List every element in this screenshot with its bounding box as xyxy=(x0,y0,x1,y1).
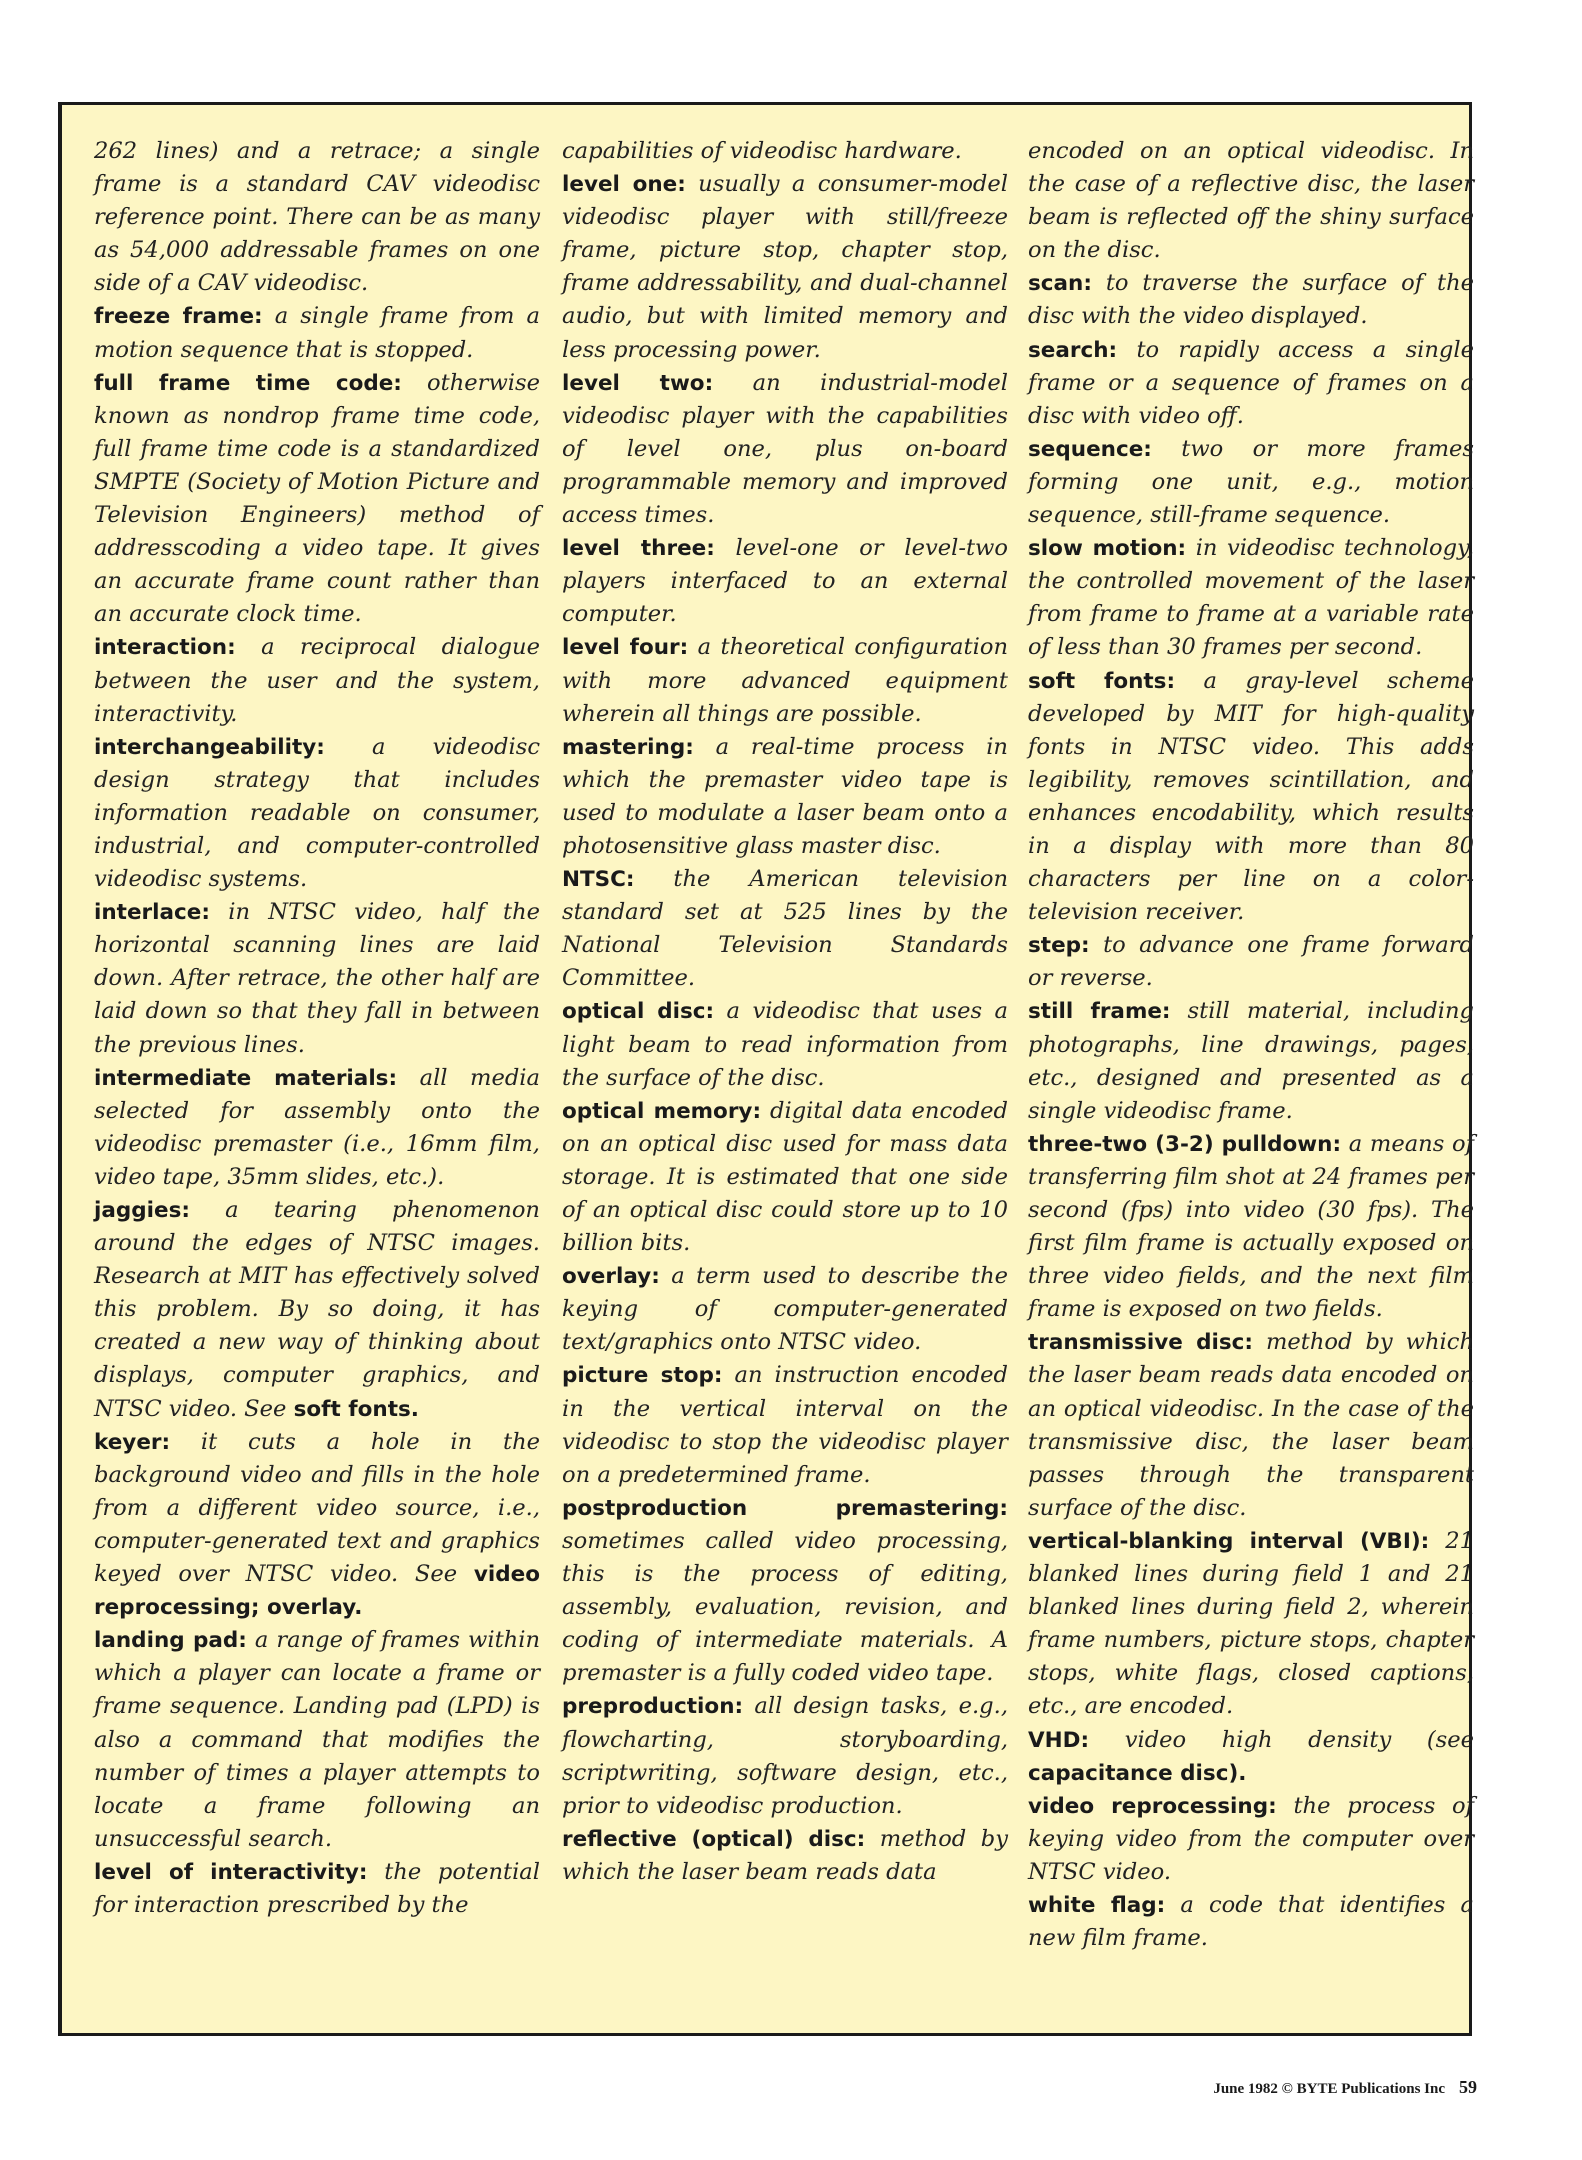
glossary-entry xyxy=(94,367,540,632)
glossary-definition: all design tasks, e.g., flowcharting, storyboarding, scriptwriting, software design, etc., prior to videodisc production. xyxy=(562,1693,1008,1819)
glossary-entry xyxy=(1028,1724,1474,1790)
glossary-definition: encoded on an optical videodisc. In the case of a reflective disc, the laser beam is reflected off the shiny surface on the disc. xyxy=(1028,138,1474,264)
glossary-definition: an instruction encoded in the vertical interval on the videodisc to stop the videodisc player on a predetermined frame. xyxy=(562,1362,1008,1488)
glossary-column-2 xyxy=(562,135,1008,1889)
glossary-definition: a single frame from a motion sequence that is stopped. xyxy=(94,303,540,363)
glossary-entry xyxy=(94,896,540,1061)
glossary-entry xyxy=(1028,1790,1474,1889)
glossary-definition: otherwise known as nondrop frame time code, full frame time code is a standardized SMPTE (Society of Motion Picture and Television Engineers) method of addresscoding a video tape. It gives an accurate frame count rather than an accurate clock time. xyxy=(94,369,540,628)
entry-tail-punctuation: ). xyxy=(1228,1760,1247,1786)
glossary-entry xyxy=(94,1426,540,1625)
glossary-definition: 21 blanked lines during field 1 and 21 blanked lines during field 2, wherein frame numbers, picture stops, chapter stops, white flags, closed captions, etc., are encoded. xyxy=(1028,1527,1474,1720)
glossary-term: level four: xyxy=(562,635,689,661)
glossary-entry xyxy=(1028,1128,1474,1327)
glossary-term: level three: xyxy=(562,536,715,562)
glossary-definition: a theoretical configuration with more advanced equipment wherein all things are possible. xyxy=(562,634,1008,727)
glossary-entry xyxy=(562,1823,1008,1889)
glossary-entry xyxy=(94,1856,540,1922)
glossary-definition: a term used to describe the keying of computer-generated text/graphics onto NTSC video. xyxy=(562,1263,1008,1356)
glossary-definition: the potential for interaction prescribed by the xyxy=(94,1858,541,1918)
glossary-term: optical memory: xyxy=(562,1098,762,1124)
glossary-entry xyxy=(562,995,1008,1094)
glossary-entry xyxy=(1028,1889,1474,1955)
glossary-definition: 262 lines) and a retrace; a single frame is a standard CAV videodisc reference point. There can be as many as 54,000 addressable frames on one side of a CAV videodisc. xyxy=(94,138,540,297)
glossary-term: intermediate materials: xyxy=(94,1065,398,1091)
glossary-term: vertical-blanking interval (VBI): xyxy=(1028,1528,1430,1554)
glossary-definition: method by which the laser beam reads data encoded on an optical videodisc. In the case of the transmissive disc, the laser beam passes through the transparent surface of the disc. xyxy=(1028,1329,1474,1521)
cross-reference: soft fonts xyxy=(293,1396,411,1422)
glossary-term: interlace: xyxy=(94,900,210,926)
cross-reference: video reprocessing; overlay xyxy=(94,1562,540,1621)
glossary-term: picture stop: xyxy=(562,1363,723,1389)
glossary-term: still frame: xyxy=(1028,999,1171,1025)
entry-tail-punctuation: . xyxy=(410,1396,419,1422)
glossary-definition: a range of frames within which a player can locate a frame or frame sequence. Landing pad (LPD) is also a command that modifies the number of times a player attempts to locate a frame following an unsuccessful search. xyxy=(94,1627,540,1852)
glossary-entry xyxy=(562,1359,1008,1491)
glossary-definition: an industrial-model videodisc player with the capabilities of level one, plus on-board programmable memory and improved access times. xyxy=(562,369,1008,529)
entry-tail-punctuation: . xyxy=(354,1595,363,1621)
glossary-term: search: xyxy=(1028,337,1118,363)
glossary-definition: video high density (see xyxy=(1089,1726,1474,1753)
glossary-term: preproduction: xyxy=(562,1694,744,1720)
glossary-term: step: xyxy=(1028,933,1090,959)
glossary-definition: method by which the laser beam reads data xyxy=(562,1825,1008,1885)
footer-credit: June 1982 © BYTE Publications Inc xyxy=(1213,2081,1445,2097)
glossary-entry xyxy=(1028,1326,1474,1525)
glossary-entry xyxy=(562,1690,1008,1822)
glossary-term: full frame time code: xyxy=(94,370,402,396)
glossary-entry xyxy=(562,863,1008,995)
glossary-entry xyxy=(94,1194,540,1426)
glossary-definition: a real-time process in which the premaster video tape is used to modulate a laser beam onto a photosensitive glass master disc. xyxy=(562,733,1008,859)
glossary-definition: to advance one frame forward or reverse. xyxy=(1028,932,1474,992)
glossary-entry xyxy=(562,532,1008,631)
page-number: 59 xyxy=(1459,2077,1477,2097)
glossary-column-3 xyxy=(1028,135,1474,1955)
glossary-term: slow motion: xyxy=(1028,536,1187,562)
glossary-term: optical disc: xyxy=(562,999,715,1025)
page-footer xyxy=(1213,2077,1477,2098)
glossary-entry xyxy=(1028,433,1474,532)
glossary-term: freeze frame: xyxy=(94,304,263,330)
glossary-definition: a gray-level scheme developed by MIT for high-quality fonts in NTSC video. This adds legibility, removes scintillation, and enhances encodability, which results in a display with more than 80 characters per line on a color-television receiver. xyxy=(1028,667,1474,926)
glossary-term: overlay: xyxy=(562,1264,660,1290)
glossary-definition: a tearing phenomenon around the edges of NTSC images. Research at MIT has effectively solved this problem. By so doing, it has created a new way of thinking about displays, computer graphics, and NTSC video. See xyxy=(94,1197,540,1422)
glossary-term: white flag: xyxy=(1028,1892,1166,1918)
glossary-definition: to rapidly access a single frame or a sequence of frames on a disc with video off. xyxy=(1028,336,1474,429)
glossary-entry xyxy=(94,135,540,300)
glossary-term: interchangeability: xyxy=(94,734,325,760)
glossary-entry xyxy=(562,135,1008,168)
glossary-entry xyxy=(94,300,540,366)
glossary-term: level of interactivity: xyxy=(94,1859,368,1885)
glossary-definition: in NTSC video, half the horizontal scanning lines are laid down. After retrace, the other half are laid down so that they fall in between the previous lines. xyxy=(94,899,540,1058)
glossary-box xyxy=(58,102,1475,2036)
glossary-definition: two or more frames forming one unit, e.g., motion sequence, still-frame sequence. xyxy=(1028,435,1474,529)
glossary-entry xyxy=(562,1095,1008,1260)
glossary-definition: a code that identifies a new film frame. xyxy=(1028,1891,1474,1952)
cross-reference: capacitance disc xyxy=(1028,1760,1229,1786)
glossary-definition: capabilities of videodisc hardware. xyxy=(562,138,962,164)
glossary-term: sequence: xyxy=(1028,436,1152,462)
glossary-entry xyxy=(562,1492,1008,1691)
glossary-definition: still material, including photographs, line drawings, pages, etc., designed and presented as a single videodisc frame. xyxy=(1028,998,1475,1124)
glossary-entry xyxy=(1028,135,1474,267)
glossary-definition: all media selected for assembly onto the videodisc premaster (i.e., 16mm film, video tape, 35mm slides, etc.). xyxy=(94,1064,540,1190)
glossary-entry xyxy=(1028,665,1474,930)
glossary-entry xyxy=(562,367,1008,532)
glossary-term: video reprocessing: xyxy=(1028,1793,1277,1819)
glossary-definition: a videodisc that uses a light beam to read information from the surface of the disc. xyxy=(562,998,1008,1091)
glossary-term: reflective (optical) disc: xyxy=(562,1826,866,1852)
glossary-definition: in videodisc technology, the controlled movement of the laser from frame to frame at a variable rate of less than 30 frames per second. xyxy=(1028,535,1475,661)
glossary-entry xyxy=(1028,334,1474,433)
glossary-term: keyer: xyxy=(94,1429,171,1455)
glossary-entry xyxy=(1028,929,1474,995)
glossary-entry xyxy=(1028,995,1474,1127)
glossary-entry xyxy=(562,731,1008,863)
glossary-term: interaction: xyxy=(94,635,236,661)
glossary-definition: level-one or level-two players interfaced to an external computer. xyxy=(562,535,1008,628)
glossary-entry xyxy=(94,631,540,730)
glossary-definition: the American television standard set at 525 lines by the National Television Standards Committee. xyxy=(562,866,1008,992)
glossary-entry xyxy=(94,1062,540,1194)
glossary-definition: a reciprocal dialogue between the user and the system, interactivity. xyxy=(94,634,540,727)
glossary-definition: digital data encoded on an optical disc used for mass data storage. It is estimated that one side of an optical disc could store up to 10 billion bits. xyxy=(562,1097,1008,1257)
glossary-definition: a means of transferring film shot at 24 frames per second (fps) into video (30 fps). The first film frame is actually exposed on three video fields, and the next film frame is exposed on two fields. xyxy=(1028,1130,1474,1323)
glossary-entry xyxy=(94,731,540,896)
glossary-entry xyxy=(1028,1525,1474,1724)
glossary-term: scan: xyxy=(1028,271,1092,297)
glossary-definition: a videodisc design strategy that includes information readable on consumer, industrial, and computer-controlled videodisc systems. xyxy=(94,733,540,893)
glossary-term: level one: xyxy=(562,172,686,198)
glossary-entry xyxy=(562,631,1008,730)
glossary-term: landing pad: xyxy=(94,1628,247,1654)
glossary-definition: usually a consumer-model videodisc player with still/freeze frame, picture stop, chapter stop, frame addressability, and dual-channel audio, but with limited memory and less processing power. xyxy=(562,171,1008,363)
glossary-entry xyxy=(1028,532,1474,664)
glossary-definition: sometimes called video processing, this is the process of editing, assembly, evaluation, revision, and coding of intermediate materials. A premaster is a fully coded video tape. xyxy=(562,1527,1008,1687)
glossary-term: postproduction premastering: xyxy=(562,1495,1008,1521)
glossary-definition: to traverse the surface of the disc with the video displayed. xyxy=(1028,270,1474,330)
glossary-definition: it cuts a hole in the background video and fills in the hole from a different video source, i.e., computer-generated text and graphics keyed over NTSC video. See xyxy=(94,1428,540,1588)
glossary-entry xyxy=(562,168,1008,367)
glossary-entry xyxy=(1028,267,1474,333)
glossary-term: mastering: xyxy=(562,734,694,760)
glossary-entry xyxy=(94,1624,540,1856)
glossary-definition: the process of keying video from the computer over NTSC video. xyxy=(1028,1792,1474,1885)
glossary-term: VHD: xyxy=(1028,1727,1090,1753)
glossary-column-1 xyxy=(94,135,540,1922)
glossary-term: transmissive disc: xyxy=(1028,1330,1254,1356)
glossary-term: NTSC: xyxy=(562,867,635,893)
glossary-term: level two: xyxy=(562,370,714,396)
glossary-term: soft fonts: xyxy=(1028,668,1176,694)
glossary-term: jaggies: xyxy=(94,1198,191,1223)
glossary-entry xyxy=(562,1260,1008,1359)
glossary-term: three-two (3-2) pulldown: xyxy=(1028,1131,1342,1157)
